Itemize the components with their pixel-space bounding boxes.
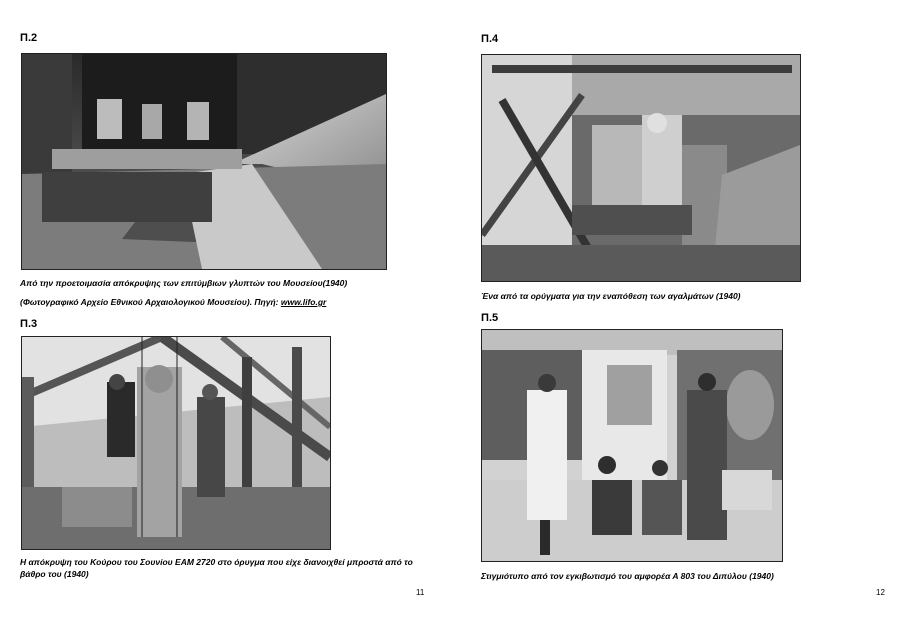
caption-p3: Η απόκρυψη του Κούρου του Σουνίου ΕΑΜ 2720 στο όρυγμα που είχε διανοιχθεί μπροστά από το βάθρο του (1940): [20, 557, 413, 579]
caption-p5: Στιγμιότυπο από τον εγκιβωτισμό του αμφορέα Α 803 του Διπύλου (1940): [481, 571, 774, 581]
caption-p2-source: (Φωτογραφικό Αρχείο Εθνικού Αρχαιολογικού Μουσείου). Πηγή:: [20, 297, 281, 307]
figure-label-p3: Π.3: [20, 318, 38, 330]
page-number-right: 12: [876, 588, 885, 597]
caption-p2-line1: Από την προετοιμασία απόκρυψης των επιτύμβιων γλυπτών του Μουσείου(1940): [20, 278, 348, 288]
photo-p2-museum-preparation: [21, 53, 387, 270]
figure-label-p5: Π.5: [481, 312, 499, 324]
photo-p3-kouros-hiding: [21, 336, 331, 550]
figure-label-p4: Π.4: [481, 33, 499, 45]
caption-p2-line2: [20, 296, 390, 308]
photo-p5-amphora-boxing: [481, 329, 783, 562]
photo-p4-trench-statues: [481, 54, 801, 282]
page-number-left: 11: [416, 588, 425, 597]
figure-label-p2: Π.2: [20, 32, 38, 44]
source-link[interactable]: www.lifo.gr: [280, 297, 327, 307]
caption-p4: Ένα από τα ορύγματα για την εναπόθεση των αγαλμάτων (1940): [481, 291, 741, 301]
